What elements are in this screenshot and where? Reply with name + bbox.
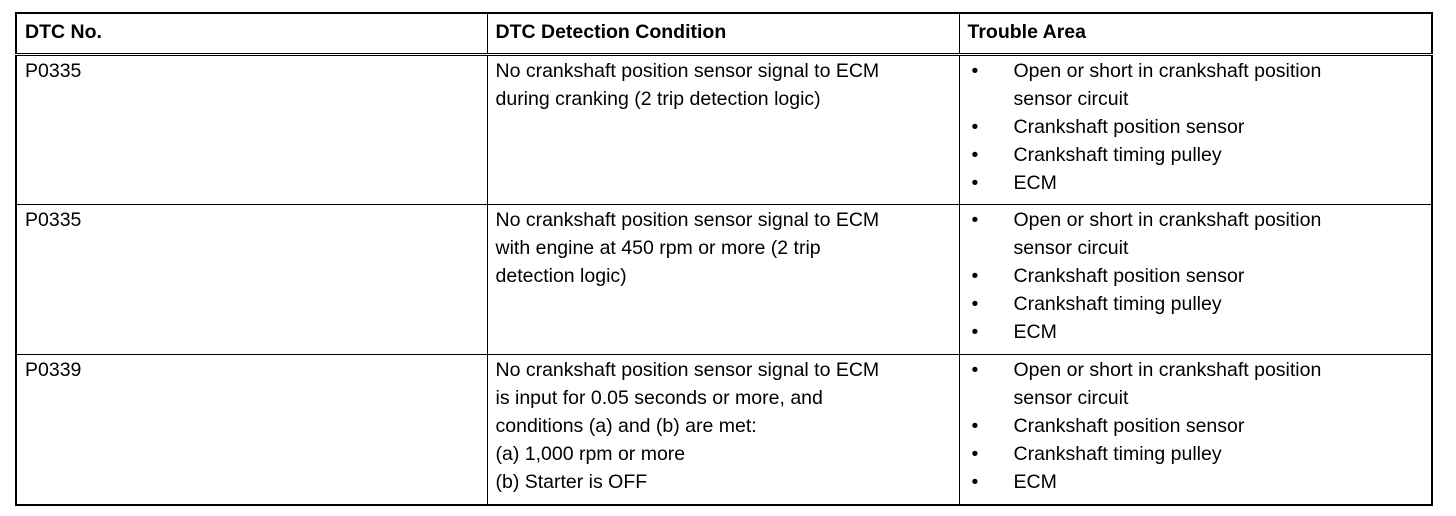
list-item (968, 440, 1424, 468)
table-row (16, 355, 1432, 505)
trouble-area-text (1014, 318, 1057, 346)
list-item (968, 262, 1424, 290)
condition-line: detection logic) (495, 265, 627, 287)
bullet-icon: • (971, 359, 979, 381)
trouble-area-line: Crankshaft position sensor (1013, 116, 1245, 138)
trouble-area-cell (959, 205, 1432, 355)
table-header (16, 13, 1432, 55)
trouble-area-text (1014, 57, 1322, 113)
trouble-area-line: Open or short in crankshaft position (1013, 359, 1322, 381)
trouble-area-text (1014, 290, 1222, 318)
condition-line: is input for 0.05 seconds or more, and (495, 387, 823, 409)
bullet-icon: • (971, 116, 979, 138)
trouble-area-list (968, 206, 1424, 346)
table-body (16, 55, 1432, 505)
condition-line: No crankshaft position sensor signal to ECM (495, 359, 880, 381)
bullet-icon: • (971, 172, 979, 194)
trouble-area-text (1014, 262, 1245, 290)
trouble-area-list (968, 356, 1424, 496)
list-item (968, 412, 1424, 440)
condition-line: (b) Starter is OFF (495, 471, 648, 493)
bullet-icon: • (971, 471, 979, 493)
trouble-area-line: sensor circuit (1013, 237, 1129, 259)
detection-condition-cell (487, 205, 959, 355)
bullet-icon: • (971, 415, 979, 437)
trouble-area-cell (959, 55, 1432, 205)
table-row (16, 205, 1432, 355)
dtc-table (15, 12, 1433, 506)
trouble-area-line: Open or short in crankshaft position (1013, 209, 1322, 231)
dtc-number-cell: P0335 (16, 205, 487, 355)
trouble-area-line: ECM (1013, 321, 1057, 343)
header-dtc-no: DTC No. (16, 13, 487, 55)
list-item (968, 141, 1424, 169)
list-item (968, 290, 1424, 318)
trouble-area-line: ECM (1013, 471, 1057, 493)
condition-line: with engine at 450 rpm or more (2 trip (495, 237, 821, 259)
bullet-icon: • (971, 321, 979, 343)
trouble-area-text (1014, 440, 1222, 468)
bullet-icon: • (971, 265, 979, 287)
bullet-icon: • (971, 209, 979, 231)
trouble-area-text (1014, 169, 1057, 197)
trouble-area-cell (959, 355, 1432, 505)
trouble-area-line: Crankshaft timing pulley (1013, 144, 1222, 166)
trouble-area-list (968, 57, 1424, 197)
trouble-area-text (1014, 412, 1245, 440)
bullet-icon: • (971, 60, 979, 82)
trouble-area-text (1014, 113, 1245, 141)
detection-condition-cell (487, 55, 959, 205)
trouble-area-text (1014, 356, 1322, 412)
dtc-number-cell: P0335 (16, 55, 487, 205)
detection-condition-cell (487, 355, 959, 505)
trouble-area-line: Crankshaft timing pulley (1013, 293, 1222, 315)
trouble-area-line: ECM (1013, 172, 1057, 194)
list-item (968, 57, 1424, 113)
list-item (968, 318, 1424, 346)
trouble-area-text (1014, 468, 1057, 496)
trouble-area-text (1014, 141, 1222, 169)
condition-line: No crankshaft position sensor signal to ECM (495, 209, 880, 231)
trouble-area-line: Crankshaft timing pulley (1013, 443, 1222, 465)
bullet-icon: • (971, 144, 979, 166)
list-item (968, 468, 1424, 496)
bullet-icon: • (971, 293, 979, 315)
list-item (968, 169, 1424, 197)
list-item (968, 113, 1424, 141)
condition-line: No crankshaft position sensor signal to ECM (495, 60, 880, 82)
trouble-area-line: sensor circuit (1013, 88, 1129, 110)
table-row (16, 55, 1432, 205)
bullet-icon: • (971, 443, 979, 465)
header-detection-condition: DTC Detection Condition (487, 13, 959, 55)
header-row (16, 13, 1432, 55)
header-trouble-area: Trouble Area (959, 13, 1432, 55)
trouble-area-line: Crankshaft position sensor (1013, 415, 1245, 437)
condition-line: conditions (a) and (b) are met: (495, 415, 757, 437)
trouble-area-line: sensor circuit (1013, 387, 1129, 409)
condition-line: (a) 1,000 rpm or more (495, 443, 686, 465)
trouble-area-line: Open or short in crankshaft position (1013, 60, 1322, 82)
trouble-area-line: Crankshaft position sensor (1013, 265, 1245, 287)
list-item (968, 206, 1424, 262)
dtc-number-cell: P0339 (16, 355, 487, 505)
list-item (968, 356, 1424, 412)
trouble-area-text (1014, 206, 1322, 262)
condition-line: during cranking (2 trip detection logic) (495, 88, 821, 110)
